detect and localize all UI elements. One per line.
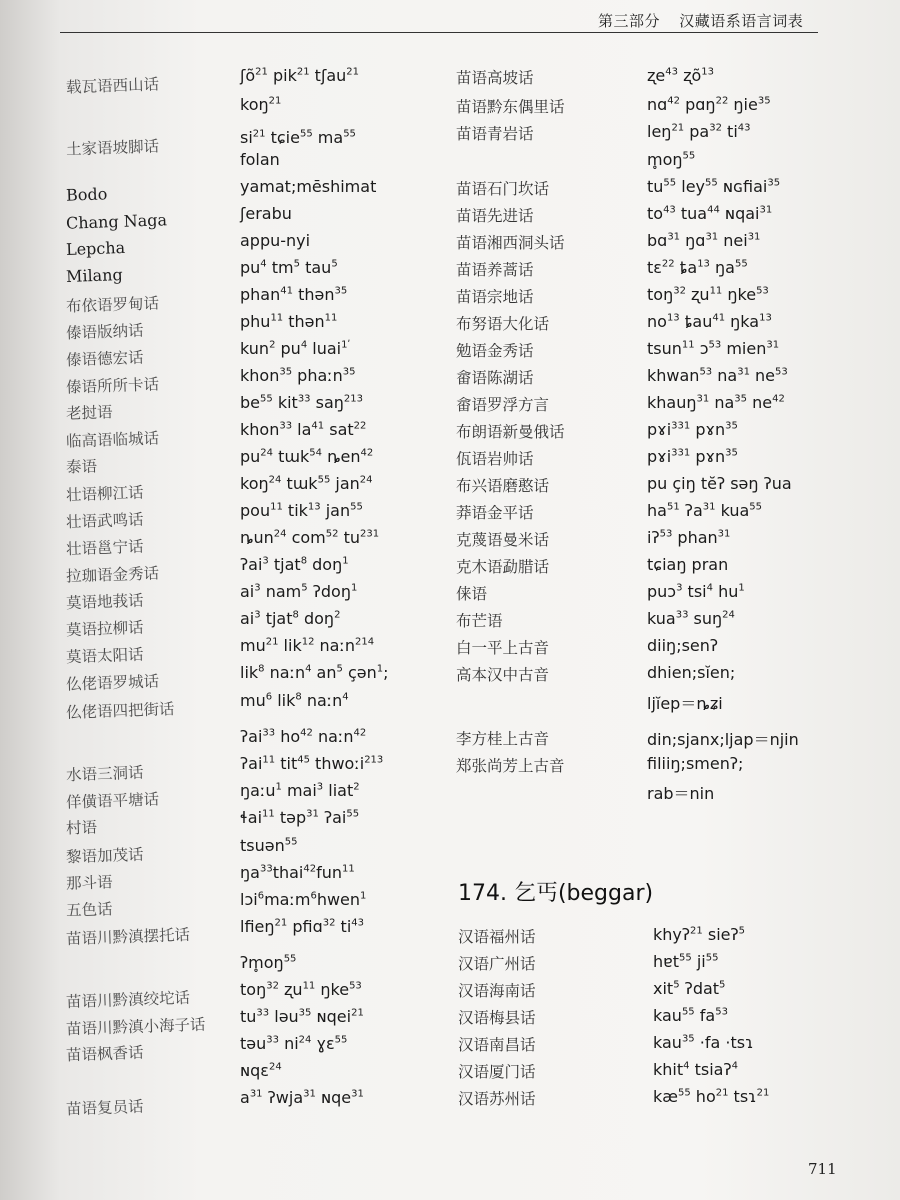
col1-word-form: $pu^4$ $tm^5$ tau$^5$: [240, 258, 338, 277]
col1-language-name: 壮语邕宁话: [65, 537, 144, 559]
col2-language-name: 畲语陈湖话: [456, 369, 534, 387]
col2-word-form: kua$^{33}$ suŋ$^{24}$: [647, 609, 735, 628]
col2-language-name: 苗语黔东偶里话: [456, 98, 565, 116]
col1-word-form: koŋ$^{21}$: [240, 95, 282, 114]
col2-word-form: toŋ$^{32}$ ʐu$^{11}$ ŋke$^{53}$: [647, 285, 769, 304]
col2-word-form: leŋ$^{21}$ $pa^{32}$ $ti^{43}$: [647, 122, 751, 141]
header-title: 汉藏语系语言词表: [679, 12, 804, 30]
col1-word-form: $a^{31}$ ʔwja$^{31}$ ɴqe$^{31}$: [240, 1088, 364, 1107]
col1-word-form: $be^{55}$ kit$^{33}$ saŋ$^{213}$: [240, 393, 364, 412]
col1-word-form: ɴqɛ$^{24}$: [240, 1061, 282, 1080]
col1-language-name: Bodo: [65, 184, 108, 205]
col3-word-form: hɐt$^{55}$ $ji^{55}$: [653, 952, 719, 971]
col2-word-form: tɕiaŋ pran: [647, 555, 729, 574]
col2-word-form: bɑ$^{31}$ ŋɑ$^{31}$ nei$^{31}$: [647, 231, 761, 250]
col1-language-name: 水语三洞话: [65, 763, 144, 785]
col1-language-name: 莫语地莪话: [65, 591, 144, 613]
col2-language-name: 苗语湘西洞头话: [456, 234, 565, 252]
col1-word-form: lik$^8$ naːn$^4$ $an^5$ çən$^1$;: [240, 663, 389, 682]
col2-language-name: 苗语石门坎话: [456, 180, 550, 198]
col1-word-form: ŋaːu$^1$ mai$^3$ liat$^2$: [240, 781, 360, 800]
col1-word-form: lɔi$^6$maːm$^6$hwen$^1$: [240, 890, 367, 909]
col1-word-form: təu$^{33}$ $ni^{24}$ ɣɛ$^{55}$: [240, 1034, 348, 1053]
col2-word-form: pɤi$^{331}$ pɤn$^{35}$: [647, 420, 738, 439]
col1-language-name: 苗语川黔滇小海子话: [65, 1015, 206, 1039]
col2-language-name: 苗语养蒿话: [456, 261, 534, 279]
col2-word-form: tɛ$^{22}$ $ȶa^{13}$ $ŋa^{55}$: [647, 258, 748, 277]
col3-language-name: 汉语南昌话: [458, 1036, 536, 1054]
col1-word-form: yamat;mēshimat: [240, 177, 377, 196]
col2-word-form: diiŋ;senʔ: [647, 636, 719, 655]
col2-word-form: khwan$^{53}$ $na^{31}$ $ne^{53}$: [647, 366, 788, 385]
header-rule: [60, 32, 818, 33]
col2-language-name: 布努语大化话: [456, 315, 550, 333]
col1-language-name: 苗语川黔滇绞坨话: [65, 988, 191, 1012]
col2-language-name: 布兴语磨憨话: [456, 477, 550, 495]
col1-word-form: tsuən$^{55}$: [240, 836, 298, 855]
col1-word-form: $pu^{24}$ tɯk$^{54}$ ȵen$^{42}$: [240, 447, 374, 466]
col1-word-form: $tu^{33}$ ləu$^{35}$ ɴqei$^{21}$: [240, 1007, 364, 1026]
col1-language-name: 拉珈语金秀话: [65, 564, 160, 586]
col2-word-form: $no^{13}$ ȶau$^{41}$ ŋka$^{13}$: [647, 312, 772, 331]
col2-language-name: 勉语金秀话: [456, 342, 534, 360]
col2-language-name: 克木语勐腊话: [456, 558, 550, 576]
col1-word-form: ɬai$^{11}$ təp$^{31}$ ʔai$^{55}$: [240, 808, 360, 827]
col1-language-name: 土家语坡脚话: [65, 137, 160, 159]
col2-word-form: $ha^{51}$ ʔa$^{31}$ kua$^{55}$: [647, 501, 763, 520]
col2-language-name: 苗语先进话: [456, 207, 534, 225]
col1-language-name: Milang: [65, 265, 124, 286]
col1-word-form: $ʔm̥oŋ^{55}$: [240, 953, 297, 972]
col2-word-form: ʐe$^{43}$ ʐõ$^{13}$: [647, 66, 714, 85]
col2-word-form: ljĭep＝ȵʑi: [647, 694, 723, 713]
col3-language-name: 汉语苏州话: [458, 1090, 536, 1108]
col1-language-name: 仫佬语罗城话: [65, 672, 160, 694]
col1-language-name: 佯僙语平塘话: [65, 790, 160, 812]
col3-word-form: xit$^5$ ʔdat$^5$: [653, 979, 726, 998]
col3-word-form: $kæ^{55}$ $ho^{21}$ tsɿ$^{21}$: [653, 1087, 770, 1106]
col1-language-name: Lepcha: [65, 237, 126, 260]
col3-language-name: 汉语梅县话: [458, 1009, 536, 1027]
col1-language-name: 莫语太阳话: [65, 645, 144, 667]
col1-language-name: 村语: [65, 818, 98, 838]
col2-word-form: rab＝nin: [647, 784, 715, 803]
col1-word-form: $ai^3$ tjat$^8$ doŋ$^2$: [240, 609, 341, 628]
col3-word-form: kau$^{35}$ ·fa ·tsɿ: [653, 1033, 754, 1052]
col2-word-form: $to^{43}$ tua$^{44}$ ɴqai$^{31}$: [647, 204, 773, 223]
col3-word-form: khyʔ$^{21}$ sieʔ$^5$: [653, 925, 746, 944]
col1-word-form: ʔai$^{33}$ $ho^{42}$ naːn$^{42}$: [240, 727, 367, 746]
col1-language-name: 傣语德宏话: [65, 348, 144, 370]
col2-language-name: 苗语高坡话: [456, 69, 534, 87]
col2-language-name: 俫语: [456, 585, 488, 603]
col2-language-name: 佤语岩帅话: [456, 450, 534, 468]
col1-language-name: 仫佬语四把街话: [65, 700, 175, 722]
col1-word-form: ȵun$^{24}$ com$^{52}$ $tu^{231}$: [240, 528, 380, 547]
col1-word-form: $ai^3$ nam$^5$ ʔdoŋ$^1$: [240, 582, 358, 601]
col2-word-form: pɤi$^{331}$ pɤn$^{35}$: [647, 447, 738, 466]
col1-language-name: 载瓦语西山话: [65, 75, 160, 97]
col1-language-name: 老挝语: [65, 403, 113, 423]
col1-language-name: 傣语版纳话: [65, 321, 144, 343]
col1-word-form: $ŋa^{33}thai^{42}fun^{11}$: [240, 863, 355, 882]
col1-language-name: 临高语临城话: [65, 429, 160, 451]
col1-word-form: $si^{21}$ tɕie$^{55}$ $ma^{55}$: [240, 128, 356, 147]
col2-language-name: 苗语宗地话: [456, 288, 534, 306]
col1-language-name: 傣语所所卡话: [65, 375, 160, 397]
col2-word-form: nɑ$^{42}$ pɑŋ$^{22}$ ŋie$^{35}$: [647, 95, 771, 114]
col1-language-name: 苗语复员话: [65, 1097, 144, 1119]
col2-language-name: 畲语罗浮方言: [456, 396, 550, 414]
col1-language-name: 五色话: [65, 900, 113, 920]
col3-word-form: kau$^{55}$ $fa^{53}$: [653, 1006, 728, 1025]
col1-language-name: 苗语川黔滇摆托话: [65, 925, 191, 949]
col1-language-name: 泰语: [65, 457, 98, 477]
page-number: 711: [808, 1160, 837, 1178]
col2-language-name: 克蔑语曼米话: [456, 531, 550, 549]
col2-language-name: 郑张尚芳上古音: [456, 757, 565, 775]
col2-word-form: pu çiŋ tĕʔ səŋ ʔua: [647, 474, 792, 493]
col2-word-form: $tu^{55}$ ley$^{55}$ ɴɢfiai$^{35}$: [647, 177, 781, 196]
col1-word-form: pou$^{11}$ tik$^{13}$ jan$^{55}$: [240, 501, 363, 520]
col2-word-form: puɔ$^3$ tsi$^4$ $hu^1$: [647, 582, 745, 601]
col1-language-name: 壮语柳江话: [65, 483, 144, 505]
col2-word-form: khauŋ$^{31}$ $na^{35}$ $ne^{42}$: [647, 393, 785, 412]
col1-language-name: 莫语拉柳话: [65, 618, 144, 640]
col1-language-name: 黎语加茂话: [65, 845, 144, 867]
col3-language-name: 汉语厦门话: [458, 1063, 536, 1081]
section-title: 174. 乞丐(beggar): [458, 881, 654, 906]
col3-word-form: khit$^4$ tsiaʔ$^4$: [653, 1060, 738, 1079]
col2-word-form: $m̥oŋ^{55}$: [647, 150, 696, 169]
col1-word-form: phu$^{11}$ thən$^{11}$: [240, 312, 338, 331]
col1-word-form: kun$^2$ $pu^4$ luai$^{1ʹ}$: [240, 339, 351, 358]
col1-word-form: ʃõ$^{21}$ pik$^{21}$ tʃau$^{21}$: [240, 66, 360, 85]
col2-word-form: tsun$^{11}$ ɔ$^{53}$ mien$^{31}$: [647, 339, 780, 358]
col1-word-form: khon$^{35}$ phaːn$^{35}$: [240, 366, 356, 385]
col2-word-form: filiiŋ;smenʔ;: [647, 754, 744, 773]
col1-word-form: ʔai$^{11}$ tit$^{45}$ thwoːi$^{213}$: [240, 754, 384, 773]
col1-word-form: $mu^6$ lik$^8$ naːn$^4$: [240, 691, 349, 710]
col1-word-form: toŋ$^{32}$ ʐu$^{11}$ ŋke$^{53}$: [240, 980, 362, 999]
col3-language-name: 汉语广州话: [458, 955, 536, 973]
col2-word-form: iʔ$^{53}$ phan$^{31}$: [647, 528, 731, 547]
col1-word-form: ʃerabu: [240, 204, 292, 223]
col2-language-name: 高本汉中古音: [456, 666, 550, 684]
col1-language-name: 壮语武鸣话: [65, 510, 144, 532]
col3-language-name: 汉语福州话: [458, 928, 536, 946]
col1-word-form: khon$^{33}$ $la^{41}$ sat$^{22}$: [240, 420, 367, 439]
col2-word-form: dhien;sĭen;: [647, 663, 736, 682]
col3-language-name: 汉语海南话: [458, 982, 536, 1000]
col1-word-form: lfieŋ$^{21}$ pfiɑ$^{32}$ $ti^{43}$: [240, 917, 365, 936]
col2-language-name: 李方桂上古音: [456, 730, 550, 748]
col1-word-form: appu-nyi: [240, 231, 311, 250]
col2-word-form: din;sjanx;ljap＝njin: [647, 730, 799, 749]
col1-word-form: koŋ$^{24}$ tɯk$^{55}$ jan$^{24}$: [240, 474, 373, 493]
col2-language-name: 白一平上古音: [456, 639, 550, 657]
col2-language-name: 布朗语新曼俄话: [456, 423, 565, 441]
col1-language-name: 苗语枫香话: [65, 1043, 144, 1065]
col2-language-name: 苗语青岩话: [456, 125, 534, 143]
col1-language-name: 布依语罗甸话: [65, 294, 160, 316]
col1-language-name: 那斗语: [65, 873, 113, 893]
col1-language-name: Chang Naga: [65, 210, 168, 233]
col2-language-name: 莽语金平话: [456, 504, 534, 522]
col2-language-name: 布芒语: [456, 612, 503, 630]
col1-word-form: folan: [240, 150, 280, 169]
col1-word-form: phan$^{41}$ thən$^{35}$: [240, 285, 348, 304]
col1-word-form: ʔai$^3$ tjat$^8$ doŋ$^1$: [240, 555, 349, 574]
col1-word-form: $mu^{21}$ lik$^{12}$ naːn$^{214}$: [240, 636, 375, 655]
header-part: 第三部分: [598, 12, 661, 30]
running-header: [598, 10, 803, 31]
